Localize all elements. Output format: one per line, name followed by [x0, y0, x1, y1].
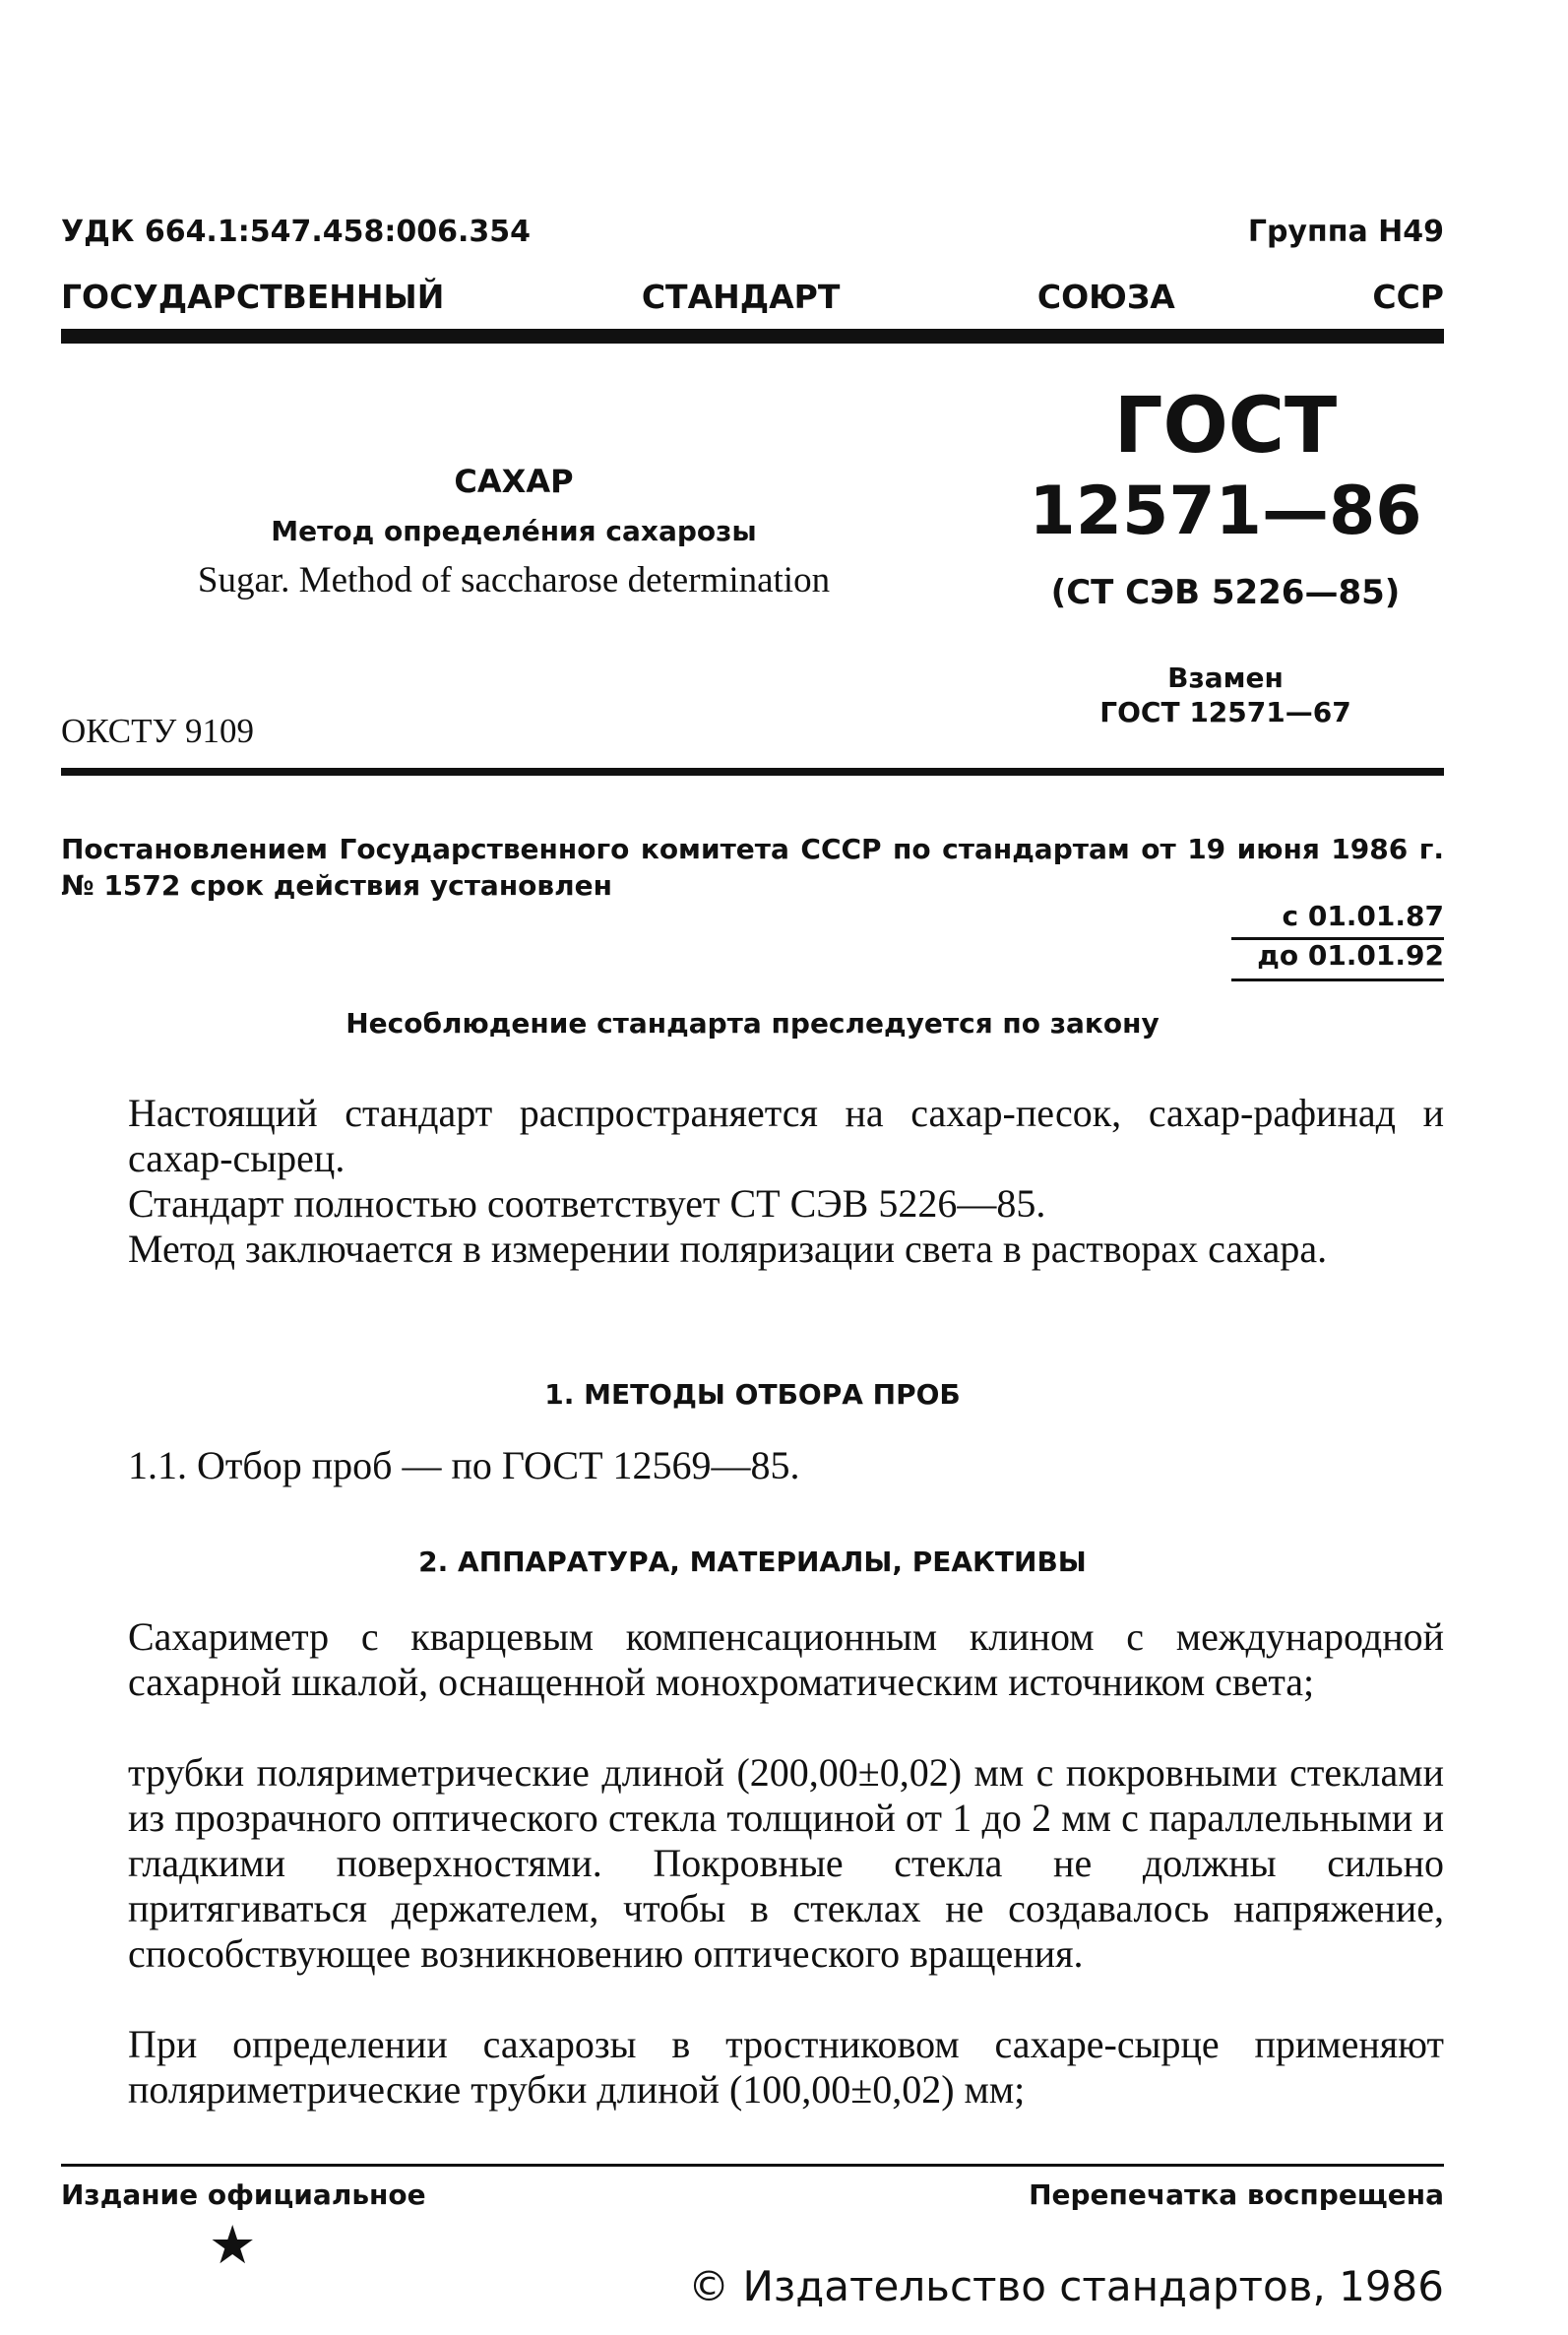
section-heading-1: 1. МЕТОДЫ ОТБОРА ПРОБ: [544, 1378, 961, 1411]
gost-number: 12571—86: [1029, 473, 1422, 550]
section-2-paragraph-2: трубки поляриметрические длиной (200,00±0,02) мм с покровными стеклами из прозрачного оптического стекла толщиной от 1 до 2 мм с параллельными и гладкими поверхностями. Покровные стекла не должны сильно притягиваться держателем, чтобы в стеклах не создавалось напряжение, способствующее возникновению оптического вращения.: [128, 1750, 1444, 1976]
title-rule: [61, 768, 1444, 776]
replaces-label: Взамен: [1167, 662, 1284, 694]
reprint-prohibited: Перепечатка воспрещена: [1029, 2178, 1444, 2211]
group-code: Группа Н49: [1247, 215, 1444, 249]
valid-to: до 01.01.92: [1257, 939, 1444, 972]
replaces-value: ГОСТ 12571—67: [1099, 696, 1351, 728]
intro-paragraph-2: Стандарт полностью соответствует СТ СЭВ 5226—85.: [128, 1181, 1046, 1226]
section-1-paragraph-1: 1.1. Отбор проб — по ГОСТ 12569—85.: [128, 1443, 800, 1487]
decree-text: Постановлением Государственного комитета СССР по стандартам от 19 июня 1986 г. № 1572 срок действия установлен: [61, 833, 1444, 902]
banner-word-2: СТАНДАРТ: [641, 278, 841, 316]
section-2-paragraph-3: При определении сахарозы в тростниковом сахаре-сырце применяют поляриметрические трубки длиной (100,00±0,02) мм;: [128, 2022, 1444, 2112]
banner-word-1: ГОСУДАРСТВЕННЫЙ: [61, 278, 445, 316]
english-title: Sugar. Method of saccharose determination: [197, 560, 831, 600]
intro-paragraph-1: Настоящий стандарт распространяется на сахар-песок, сахар-рафинад и сахар-сырец.: [128, 1091, 1444, 1180]
okstu-code: ОКСТУ 9109: [61, 712, 255, 750]
intro-paragraph-3: Метод заключается в измерении поляризации света в растворах сахара.: [128, 1227, 1328, 1271]
official-edition: Издание официальное: [61, 2178, 426, 2211]
section-heading-2: 2. АППАРАТУРА, МАТЕРИАЛЫ, РЕАКТИВЫ: [418, 1546, 1087, 1578]
copyright-notice: © Издательство стандартов, 1986: [688, 2262, 1444, 2310]
banner-word-3: СОЮЗА: [1036, 278, 1175, 316]
valid-from: с 01.01.87: [1282, 900, 1444, 932]
date-underline: [1231, 978, 1444, 981]
gost-label: ГОСТ: [1113, 382, 1338, 471]
document-title: САХАР: [454, 463, 574, 500]
header-rule: [61, 329, 1444, 344]
document-subtitle: Метод определе́ния сахарозы: [271, 515, 757, 547]
st-sev-reference: (СТ СЭВ 5226—85): [1050, 573, 1401, 612]
footer-rule: [61, 2164, 1444, 2167]
udk-code: УДК 664.1:547.458:006.354: [61, 215, 531, 249]
section-2-paragraph-1: Сахариметр с кварцевым компенсационным клином с международной сахарной шкалой, оснащенной монохроматическим источником света;: [128, 1614, 1444, 1704]
banner-word-4: ССР: [1372, 278, 1444, 316]
star-icon: ★: [209, 2214, 257, 2276]
law-notice: Несоблюдение стандарта преследуется по закону: [345, 1007, 1160, 1040]
state-standard-banner: [61, 278, 1444, 316]
